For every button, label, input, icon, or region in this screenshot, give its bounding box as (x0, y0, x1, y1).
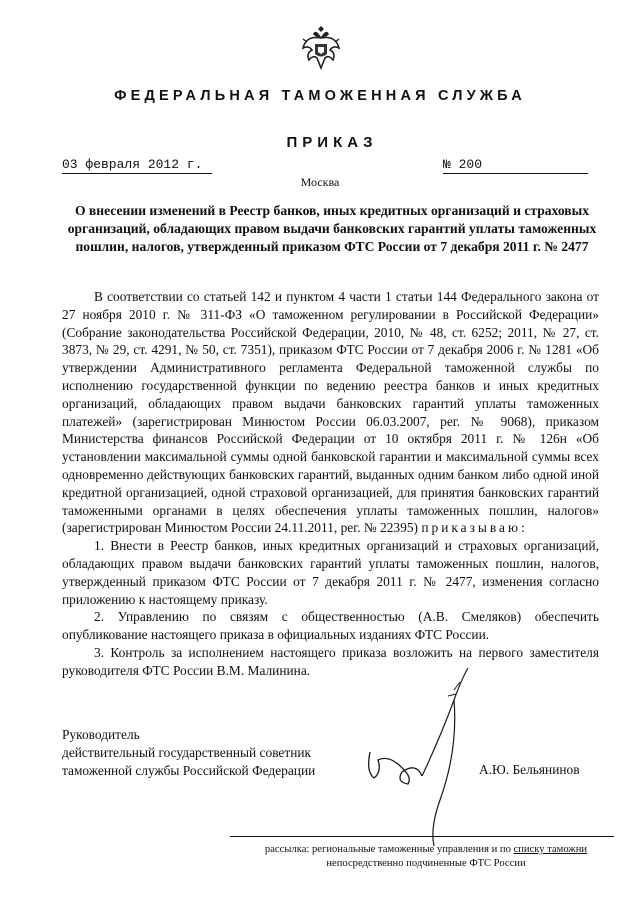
mailing-line-2: непосредственно подчиненные ФТС России (326, 858, 526, 869)
mailing-prefix: рассылка: региональные таможенные управления и по (264, 844, 511, 855)
signatory-line-2: действительный государственный советник (62, 744, 312, 760)
signatory-line-3: таможенной службы Российской Федерации (62, 762, 316, 778)
item-2: 2. Управлению по связям с общественностью (А.В. Смеляков) обеспечить опубликование настоящего приказа в официальных изданиях ФТС России. (62, 609, 599, 643)
item-1: 1. Внести в Реестр банков, иных кредитных организаций и страховых организаций, обладающих правом выдачи банковских гарантий уплаты таможенных пошлин, налогов, утвержденный приказом ФТС России от 7 декабря 2011 г. № 2477, изменения согласно приложению к настоящему приказу. (62, 538, 599, 607)
preamble-paragraph (62, 288, 599, 537)
agency-name: ФЕДЕРАЛЬНАЯ ТАМОЖЕННАЯ СЛУЖБА (114, 88, 526, 104)
mailing-link: списку таможни (513, 844, 588, 855)
order-number: № 200 (443, 157, 588, 174)
signatory-title (62, 726, 315, 779)
order-date: 03 февраля 2012 г. (62, 157, 212, 174)
signatory-name: А.Ю. Бельянинов (479, 762, 580, 777)
document-body (62, 288, 599, 680)
mailing-separator (230, 836, 614, 837)
order-word: приказываю: (421, 520, 528, 536)
city: Москва (300, 175, 340, 189)
item-3: 3. Контроль за исполнением настоящего приказа возложить на первого заместителя руководителя ФТС России В.М. Малинина. (62, 644, 599, 678)
signatory-line-1: Руководитель (62, 727, 140, 742)
document-type: ПРИКАЗ (286, 134, 378, 151)
preamble-text: В соответствии со статьей 142 и пунктом 4 части 1 статьи 144 Федерального закона от 27 ноября 2010 г. № 311-ФЗ «О таможенном регулировании в Российской Федерации» (Собрание законодательства Российской Федерации, 2010, № 48, ст. 6252; 2011, № 27, ст. 3873, № 29, ст. 4291, № 50, ст. 7351), приказом ФТС России от 7 декабря 2006 г. № 1281 «Об утверждении Административного регламента Федеральной таможенной службы по исполнению государственной функции по ведению реестра банков и иных кредитных организаций, обладающих правом выдачи банковских гарантий уплаты таможенных платежей» (зарегистрирован Минюстом России 06.03.2007, рег. № 9068), приказом Министерства финансов Российской Федерации от 10 октября 2011 г. № 126н «Об установлении максимальной суммы одной банковской гарантии и максимальной суммы всех одновременно действующих банковских гарантий, выданных одним банком либо одной иной кредитной организацией, одной страховой организацией, для принятия банковских гарантий таможенными органами в целях обеспечения уплаты таможенных пошлин, налогов» (зарегистрирован Минюстом России 24.11.2011, рег. № 22395) (62, 289, 599, 536)
mailing-list (236, 843, 616, 871)
document-title: О внесении изменений в Реестр банков, иных кредитных организаций и страховых организаций, обладающих правом выдачи банковских гарантий уплаты таможенных пошлин, налогов, утвержденный приказом ФТС России от 7 декабря 2011 г. № 2477 (67, 203, 597, 254)
mailing-line-1 (236, 843, 616, 857)
state-emblem-icon (301, 26, 341, 70)
handwritten-signature (330, 660, 590, 850)
